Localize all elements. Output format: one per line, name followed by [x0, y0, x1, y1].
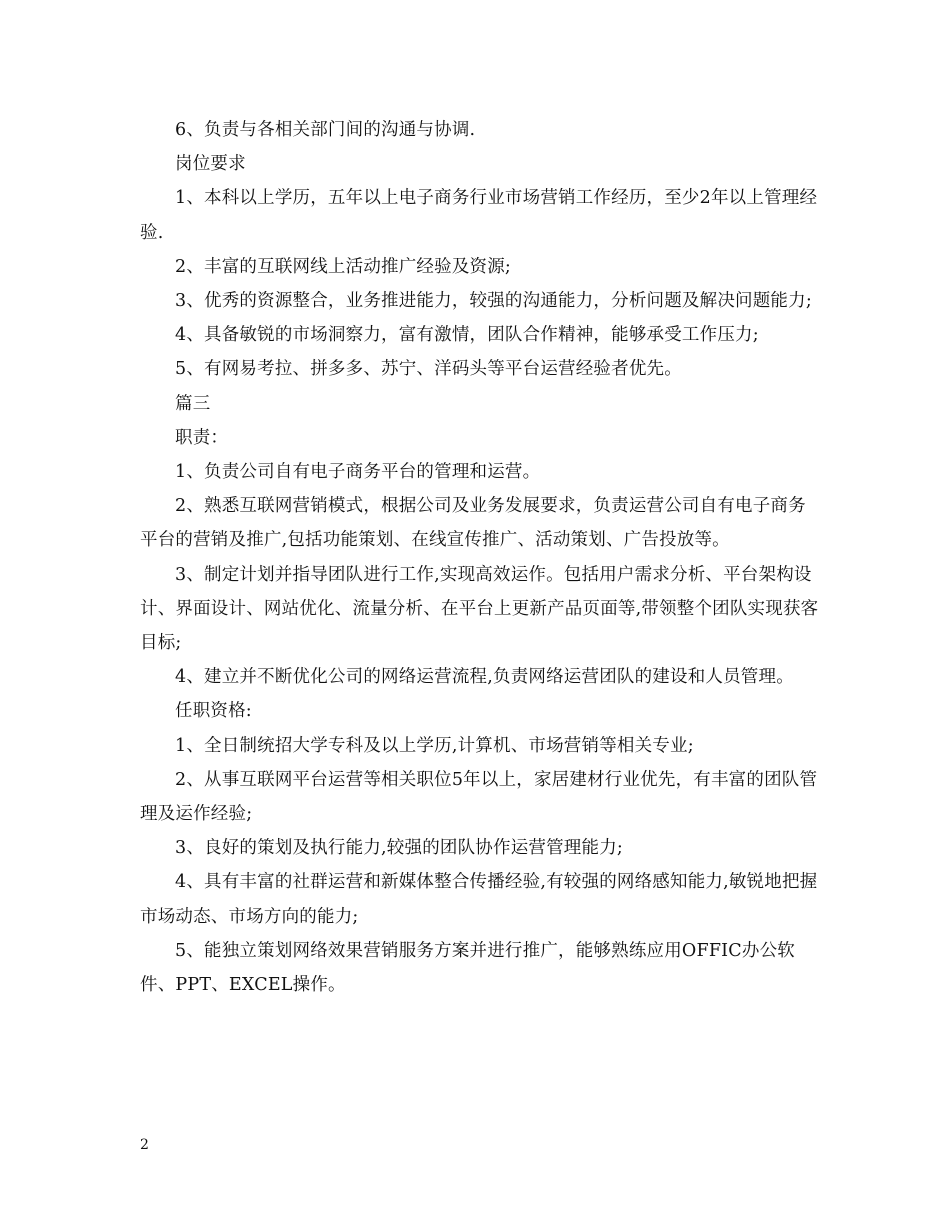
paragraph: 4、建立并不断优化公司的网络运营流程,负责网络运营团队的建设和人员管理。	[175, 667, 794, 688]
paragraph: 5、能独立策划网络效果营销服务方案并进行推广，能够熟练应用OFFIC办公软件、PPT、EXCEL操作。	[140, 940, 795, 996]
section-heading: 篇三	[175, 393, 211, 414]
paragraph: 5、有网易考拉、拼多多、苏宁、洋码头等平台运营经验者优先。	[175, 359, 682, 380]
paragraph: 1、本科以上学历，五年以上电子商务行业市场营销工作经历，至少2年以上管理经验.	[140, 188, 818, 243]
paragraph: 3、制定计划并指导团队进行工作,实现高效运作。包括用户需求分析、平台架构设计、界面设计、网站优化、流量分析、在平台上更新产品页面等,带领整个团队实现获客目标;	[140, 564, 819, 654]
paragraph: 6、负责与各相关部门间的沟通与协调.	[175, 120, 476, 140]
paragraph: 1、全日制统招大学专科及以上学历,计算机、市场营销等相关专业;	[175, 735, 694, 756]
section-heading: 岗位要求	[175, 154, 246, 175]
paragraph: 3、优秀的资源整合，业务推进能力，较强的沟通能力，分析问题及解决问题能力;	[175, 291, 812, 312]
paragraph: 2、丰富的互联网线上活动推广经验及资源;	[175, 256, 512, 277]
paragraph: 1、负责公司自有电子商务平台的管理和运营。	[175, 462, 541, 483]
paragraph: 2、从事互联网平台运营等相关职位5年以上，家居建材行业优先，有丰富的团队管理及运作经验;	[140, 769, 818, 825]
paragraph: 2、熟悉互联网营销模式，根据公司及业务发展要求，负责运营公司自有电子商务平台的营销及推广,包括功能策划、在线宣传推广、活动策划、广告投放等。	[140, 496, 806, 551]
section-heading: 职责：	[175, 427, 229, 448]
page-number: 2	[140, 1137, 149, 1153]
paragraph: 4、具有丰富的社群运营和新媒体整合传播经验,有较强的网络感知能力,敏锐地把握市场动态、市场方向的能力;	[140, 872, 818, 927]
paragraph: 3、良好的策划及执行能力,较强的团队协作运营管理能力;	[175, 838, 623, 859]
section-heading: 任职资格:	[175, 701, 252, 722]
paragraph: 4、具备敏锐的市场洞察力，富有激情，团队合作精神，能够承受工作压力;	[175, 325, 759, 346]
document-body	[140, 113, 820, 1002]
